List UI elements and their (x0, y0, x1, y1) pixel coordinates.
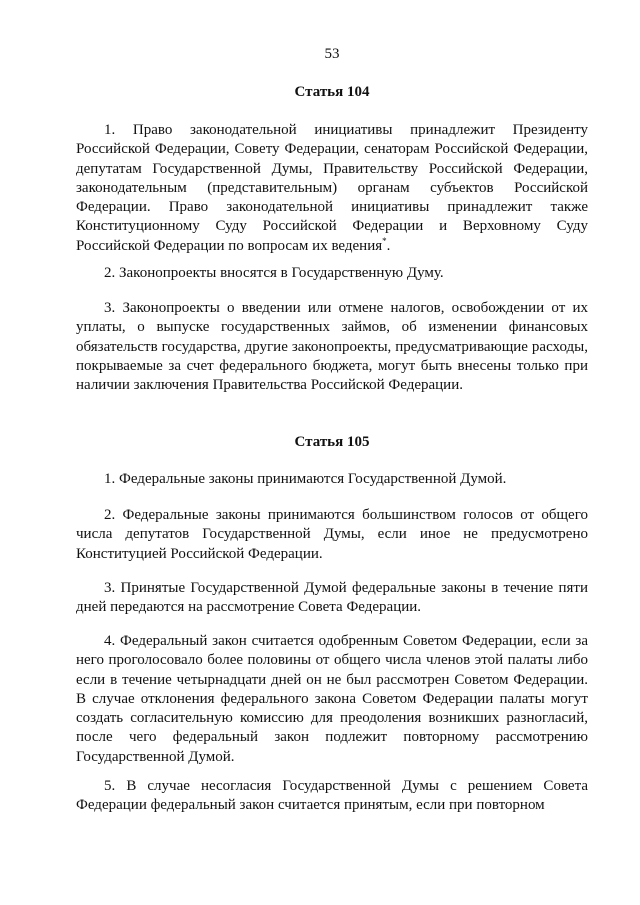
article-105-paragraph-2: 2. Федеральные законы принимаются большинством голосов от общего числа депутатов Государственной Думы, если иное не предусмотрено Конституцией Российской Федерации. (76, 507, 588, 562)
article-104-paragraph-3: 3. Законопроекты о введении или отмене налогов, освобождении от их уплаты, о выпуске государственных займов, об изменении финансовых обязательств государства, другие законопроекты, предусматривающие расходы, покрываемые за счет федерального бюджета, могут быть внесены только при наличии заключения Правительства Российской Федерации. (76, 300, 588, 394)
article-104-paragraph-2: 2. Законопроекты вносятся в Государственную Думу. (104, 265, 444, 281)
footnote-mark: * (382, 235, 387, 246)
article-105-paragraph-3: 3. Принятые Государственной Думой федеральные законы в течение пяти дней передаются на рассмотрение Совета Федерации. (76, 580, 588, 616)
article-105-heading: Статья 105 (294, 434, 370, 450)
article-105-paragraph-1: 1. Федеральные законы принимаются Государственной Думой. (104, 471, 507, 487)
page-number: 53 (324, 46, 340, 62)
article-104-paragraph-1-text: 1. Право законодательной инициативы принадлежит Президенту Российской Федерации, Совету Федерации, сенаторам Российской Федерации, депутатам Государственной Думы, Правительству Российской Федерации, законодательным (представительным) органам субъектов Российской Федерации. Право законодательной инициативы принадлежит также Конституционному Суду Российской Федерации и Верховному Суду Российской Федерации по вопросам их ведения (76, 122, 588, 254)
article-104-paragraph-1 (76, 121, 588, 256)
article-104-paragraph-1-suffix: . (386, 237, 391, 254)
article-104-heading: Статья 104 (294, 84, 370, 100)
article-105-paragraph-4: 4. Федеральный закон считается одобренным Советом Федерации, если за него проголосовало более половины от общего числа членов этой палаты либо если в течение четырнадцати дней он не был рассмотрен Советом Федерации. В случае отклонения федерального закона Советом Федерации палаты могут создать согласительную комиссию для преодоления возникших разногласий, после чего федеральный закон подлежит повторному рассмотрению Государственной Думой. (76, 633, 588, 765)
article-105-paragraph-5: 5. В случае несогласия Государственной Думы с решением Совета Федерации федеральный закон считается принятым, если при повторном (76, 778, 588, 814)
